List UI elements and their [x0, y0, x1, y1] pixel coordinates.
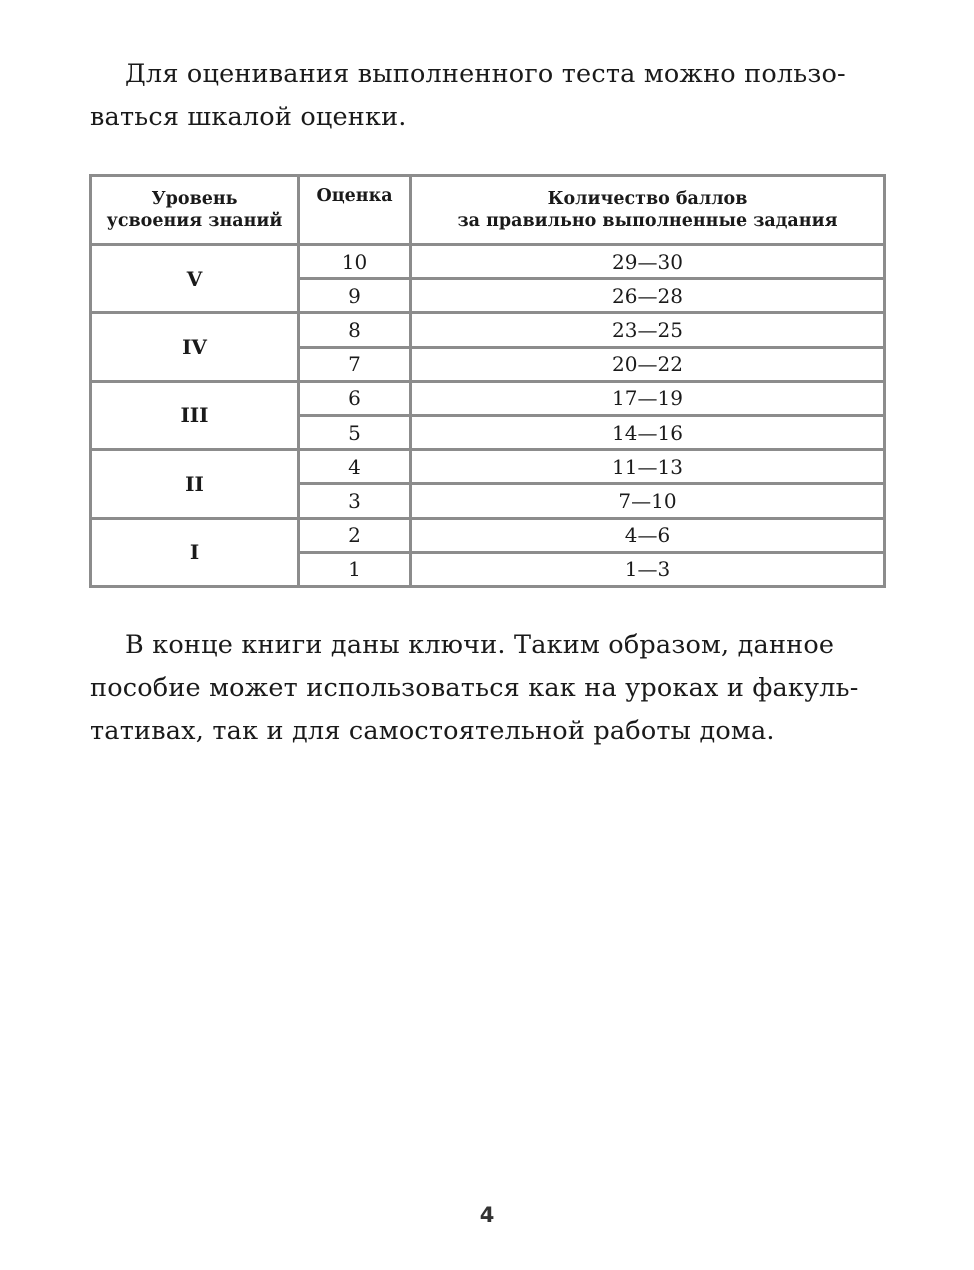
intro-paragraph — [90, 53, 884, 139]
points-cell: 17—19 — [412, 383, 883, 414]
level-cell: IV — [92, 314, 297, 379]
grade-cell: 5 — [300, 417, 409, 448]
table-row — [92, 451, 883, 482]
grade-cell: 8 — [300, 314, 409, 345]
intro-line: ваться шкалой оценки. — [90, 102, 407, 132]
outro-line: пособие может использоваться как на уроках и факуль- — [90, 673, 859, 703]
header-level-line: усвоения знаний — [106, 211, 283, 231]
level-cell: V — [92, 246, 297, 311]
header-grade — [300, 177, 409, 243]
grade-cell: 1 — [300, 554, 409, 585]
points-cell: 14—16 — [412, 417, 883, 448]
grade-cell: 3 — [300, 485, 409, 516]
points-cell: 7—10 — [412, 485, 883, 516]
points-cell: 26—28 — [412, 280, 883, 311]
outro-line: тативах, так и для самостоятельной работы дома. — [90, 716, 775, 746]
level-cell: II — [92, 451, 297, 516]
level-cell: III — [92, 383, 297, 448]
grade-cell: 4 — [300, 451, 409, 482]
table-row — [92, 314, 883, 345]
header-grade-line: Оценка — [316, 186, 393, 206]
header-points — [412, 177, 883, 243]
points-cell: 29—30 — [412, 246, 883, 277]
table-row — [92, 246, 883, 277]
grade-cell: 2 — [300, 520, 409, 551]
header-points-line: Количество баллов — [547, 189, 748, 209]
outro-line: В конце книги даны ключи. Таким образом, данное — [125, 630, 835, 660]
header-level — [92, 177, 297, 243]
grade-cell: 10 — [300, 246, 409, 277]
outro-paragraph — [90, 624, 884, 753]
level-cell: I — [92, 520, 297, 585]
grade-cell: 7 — [300, 349, 409, 380]
grading-scale-table — [89, 174, 886, 588]
points-cell: 11—13 — [412, 451, 883, 482]
points-cell: 4—6 — [412, 520, 883, 551]
header-points-line: за правильно выполненные задания — [457, 211, 838, 231]
points-cell: 23—25 — [412, 314, 883, 345]
table-row — [92, 520, 883, 551]
points-cell: 20—22 — [412, 349, 883, 380]
intro-line: Для оценивания выполненного теста можно пользо- — [125, 59, 846, 89]
table-row — [92, 383, 883, 414]
page-number: 4 — [479, 1203, 495, 1227]
header-level-line: Уровень — [151, 189, 238, 209]
points-cell: 1—3 — [412, 554, 883, 585]
table-header-row — [92, 177, 883, 243]
grade-cell: 9 — [300, 280, 409, 311]
grade-cell: 6 — [300, 383, 409, 414]
